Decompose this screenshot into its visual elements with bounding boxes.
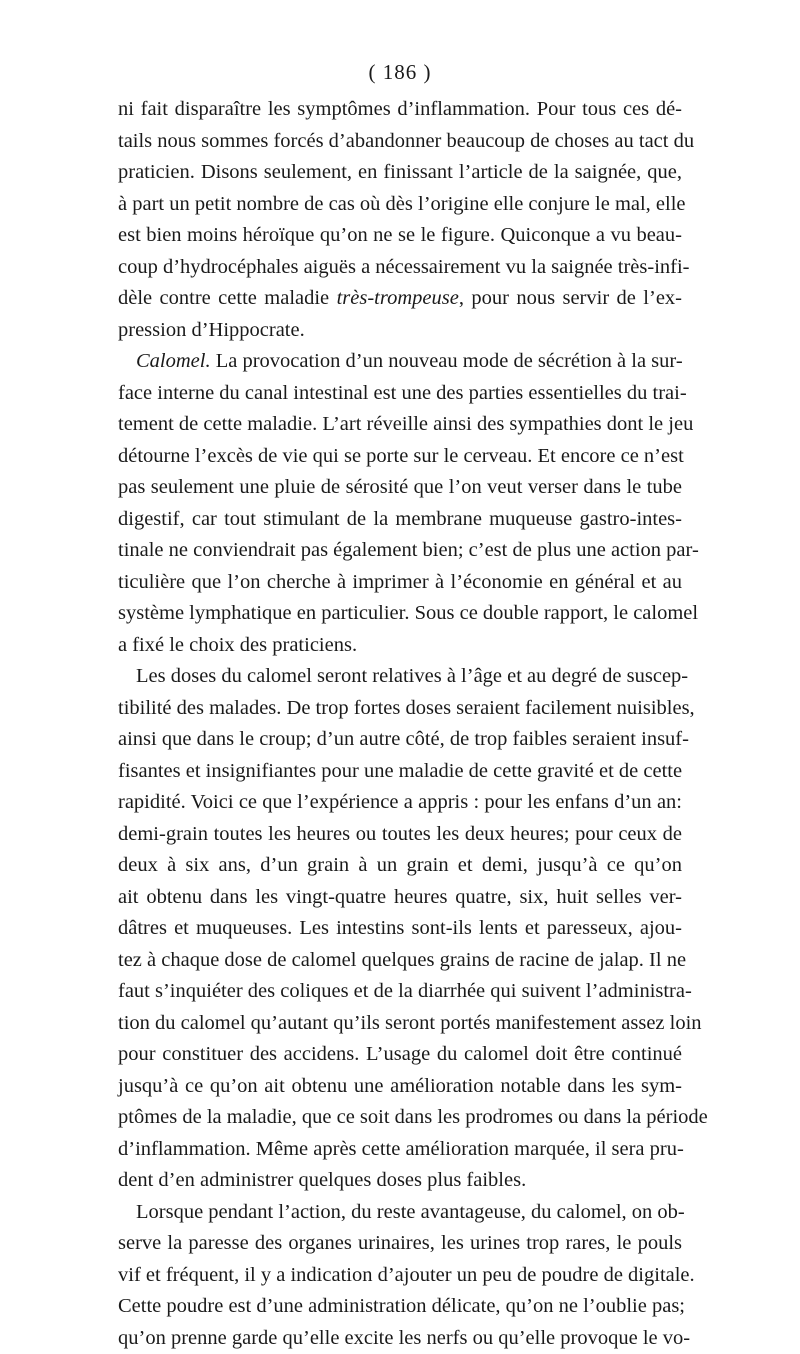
- text-line: ait obtenu dans les vingt-quatre heures quatre, six, huit selles ver-: [118, 882, 682, 914]
- paragraph: [118, 1197, 682, 1354]
- text-line: pas seulement une pluie de sérosité que l’on veut verser dans le tube: [118, 472, 682, 504]
- text-line: dâtres et muqueuses. Les intestins sont-ils lents et paresseux, ajou-: [118, 913, 682, 945]
- body-text: [118, 94, 682, 1354]
- text-line: Les doses du calomel seront relatives à l’âge et au degré de suscep-: [118, 661, 682, 693]
- text-line: à part un petit nombre de cas où dès l’origine elle conjure le mal, elle: [118, 189, 682, 221]
- text-line: Cette poudre est d’une administration délicate, qu’on ne l’oublie pas;: [118, 1291, 682, 1323]
- text-line: vif et fréquent, il y a indication d’ajouter un peu de poudre de digitale.: [118, 1260, 682, 1292]
- paragraph: [118, 661, 682, 1197]
- text-line: ticulière que l’on cherche à imprimer à l’économie en général et au: [118, 567, 682, 599]
- text-line: système lymphatique en particulier. Sous ce double rapport, le calomel: [118, 598, 682, 630]
- text-line: fisantes et insignifiantes pour une maladie de cette gravité et de cette: [118, 756, 682, 788]
- text-line: rapidité. Voici ce que l’expérience a appris : pour les enfans d’un an:: [118, 787, 682, 819]
- text-line: pour constituer des accidens. L’usage du calomel doit être continué: [118, 1039, 682, 1071]
- text-line: tez à chaque dose de calomel quelques grains de racine de jalap. Il ne: [118, 945, 682, 977]
- text-line: serve la paresse des organes urinaires, les urines trop rares, le pouls: [118, 1228, 682, 1260]
- text-line: face interne du canal intestinal est une des parties essentielles du trai-: [118, 378, 682, 410]
- text-line: demi-grain toutes les heures ou toutes les deux heures; pour ceux de: [118, 819, 682, 851]
- text-line: ptômes de la maladie, que ce soit dans les prodromes ou dans la période: [118, 1102, 682, 1134]
- text-line: ainsi que dans le croup; d’un autre côté, de trop faibles seraient insuf-: [118, 724, 682, 756]
- text-line: est bien moins héroïque qu’on ne se le figure. Quiconque a vu beau-: [118, 220, 682, 252]
- text-line: jusqu’à ce qu’on ait obtenu une amélioration notable dans les sym-: [118, 1071, 682, 1103]
- text-line: tails nous sommes forcés d’abandonner beaucoup de choses au tact du: [118, 126, 682, 158]
- text-line: qu’on prenne garde qu’elle excite les nerfs ou qu’elle provoque le vo-: [118, 1323, 682, 1354]
- text-line: d’inflammation. Même après cette amélioration marquée, il sera pru-: [118, 1134, 682, 1166]
- text-line: faut s’inquiéter des coliques et de la diarrhée qui suivent l’administra-: [118, 976, 682, 1008]
- text-line: digestif, car tout stimulant de la membrane muqueuse gastro-intes-: [118, 504, 682, 536]
- text-line: Lorsque pendant l’action, du reste avantageuse, du calomel, on ob-: [118, 1197, 682, 1229]
- text-line: détourne l’excès de vie qui se porte sur le cerveau. Et encore ce n’est: [118, 441, 682, 473]
- text-line: dèle contre cette maladie très-trompeuse, pour nous servir de l’ex-: [118, 283, 682, 315]
- text-line: dent d’en administrer quelques doses plus faibles.: [118, 1165, 682, 1197]
- page-number: ( 186 ): [0, 60, 800, 85]
- text-line: tement de cette maladie. L’art réveille ainsi des sympathies dont le jeu: [118, 409, 682, 441]
- paragraph: [118, 346, 682, 661]
- text-line: a fixé le choix des praticiens.: [118, 630, 682, 662]
- text-line: pression d’Hippocrate.: [118, 315, 682, 347]
- text-line: tion du calomel qu’autant qu’ils seront portés manifestement assez loin: [118, 1008, 682, 1040]
- text-line: tibilité des malades. De trop fortes doses seraient facilement nuisibles,: [118, 693, 682, 725]
- text-line: Calomel. La provocation d’un nouveau mode de sécrétion à la sur-: [118, 346, 682, 378]
- text-line: praticien. Disons seulement, en finissant l’article de la saignée, que,: [118, 157, 682, 189]
- text-line: ni fait disparaître les symptômes d’inflammation. Pour tous ces dé-: [118, 94, 682, 126]
- text-line: deux à six ans, d’un grain à un grain et demi, jusqu’à ce qu’on: [118, 850, 682, 882]
- paragraph: [118, 94, 682, 346]
- text-line: tinale ne conviendrait pas également bien; c’est de plus une action par-: [118, 535, 682, 567]
- text-line: coup d’hydrocéphales aiguës a nécessairement vu la saignée très-infi-: [118, 252, 682, 284]
